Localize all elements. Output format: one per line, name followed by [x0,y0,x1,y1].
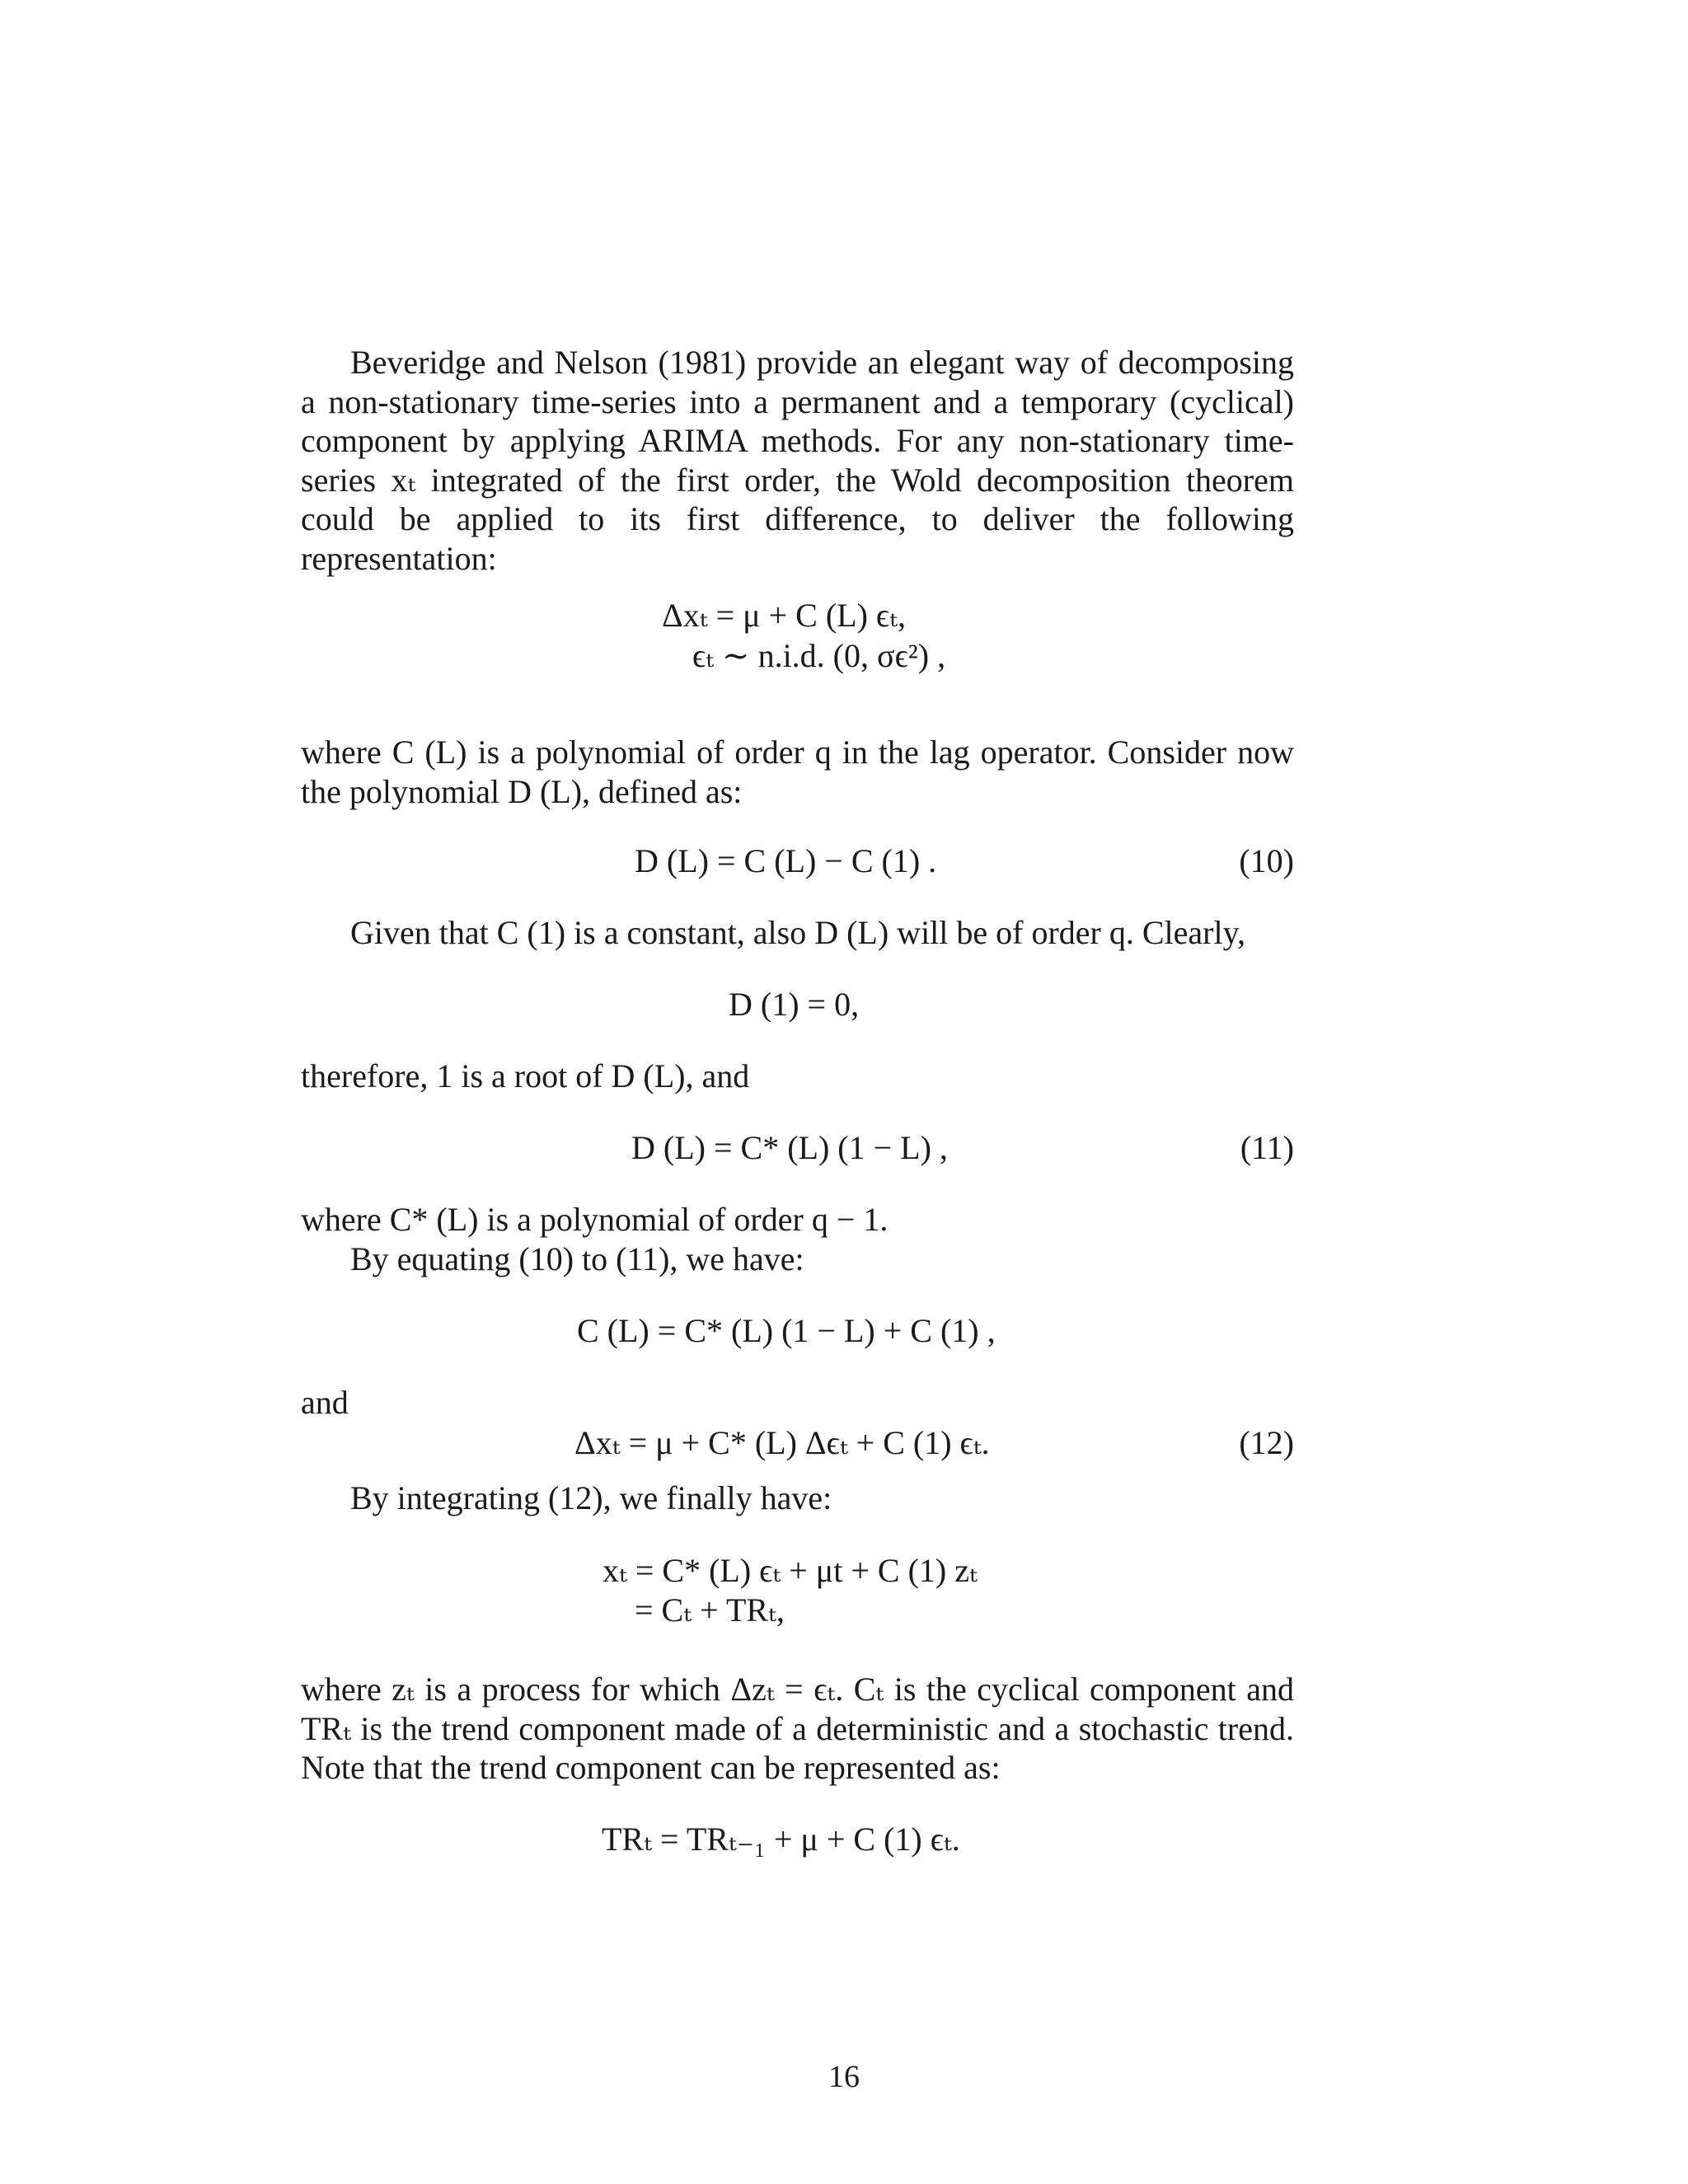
equation-10: D (L) = C (L) − C (1) . [635,842,937,879]
equation-11: D (L) = C* (L) (1 − L) , [631,1129,948,1166]
paragraph-given-constant: Given that C (1) is a constant, also D (L) will be of order q. Clearly, [350,914,1246,951]
page-number: 16 [828,2060,860,2094]
paragraph-integrating: By integrating (12), we finally have: [350,1479,832,1516]
paragraph-intro: Beveridge and Nelson (1981) provide an elegant way of decomposing a non-stationary time-series into a permanent and a temporary (cyclical) component by applying ARIMA methods. For any non-stationary time-series xₜ integrated of the first order, the Wold decomposition theorem could be applied to its first difference, to deliver the following representation: [301,344,1294,577]
equation-number-12: (12) [1239,1424,1294,1461]
paragraph-trend-component: where zₜ is a process for which Δzₜ = ϵₜ. Cₜ is the cyclical component and TRₜ is the trend component made of a deterministic and a stochastic trend. Note that the trend component can be represented as: [301,1671,1294,1786]
equation-wold-line-2: ϵₜ ∼ n.i.d. (0, σϵ²) , [692,637,946,674]
equation-number-10: (10) [1239,842,1294,879]
paragraph-and: and [301,1384,349,1421]
paragraph-equating: By equating (10) to (11), we have: [350,1240,804,1277]
equation-x-line-2: = Cₜ + TRₜ, [635,1591,785,1629]
equation-x-line-1: xₜ = C* (L) ϵₜ + μt + C (1) zₜ [603,1552,978,1589]
equation-12: Δxₜ = μ + C* (L) Δϵₜ + C (1) ϵₜ. [574,1424,990,1461]
equation-d-one: D (1) = 0, [729,986,860,1023]
equation-wold-line-1: Δxₜ = μ + C (L) ϵₜ, [662,597,906,634]
equation-number-11: (11) [1240,1129,1294,1166]
paragraph-c-star: where C* (L) is a polynomial of order q − 1. [301,1201,889,1238]
paragraph-root: therefore, 1 is a root of D (L), and [301,1057,750,1094]
paragraph-polynomial-c: where C (L) is a polynomial of order q in the lag operator. Consider now the polynomial D (L), defined as: [301,733,1294,810]
equation-trend: TRₜ = TRₜ₋₁ + μ + C (1) ϵₜ. [602,1821,960,1858]
equation-c-l: C (L) = C* (L) (1 − L) + C (1) , [577,1312,996,1349]
